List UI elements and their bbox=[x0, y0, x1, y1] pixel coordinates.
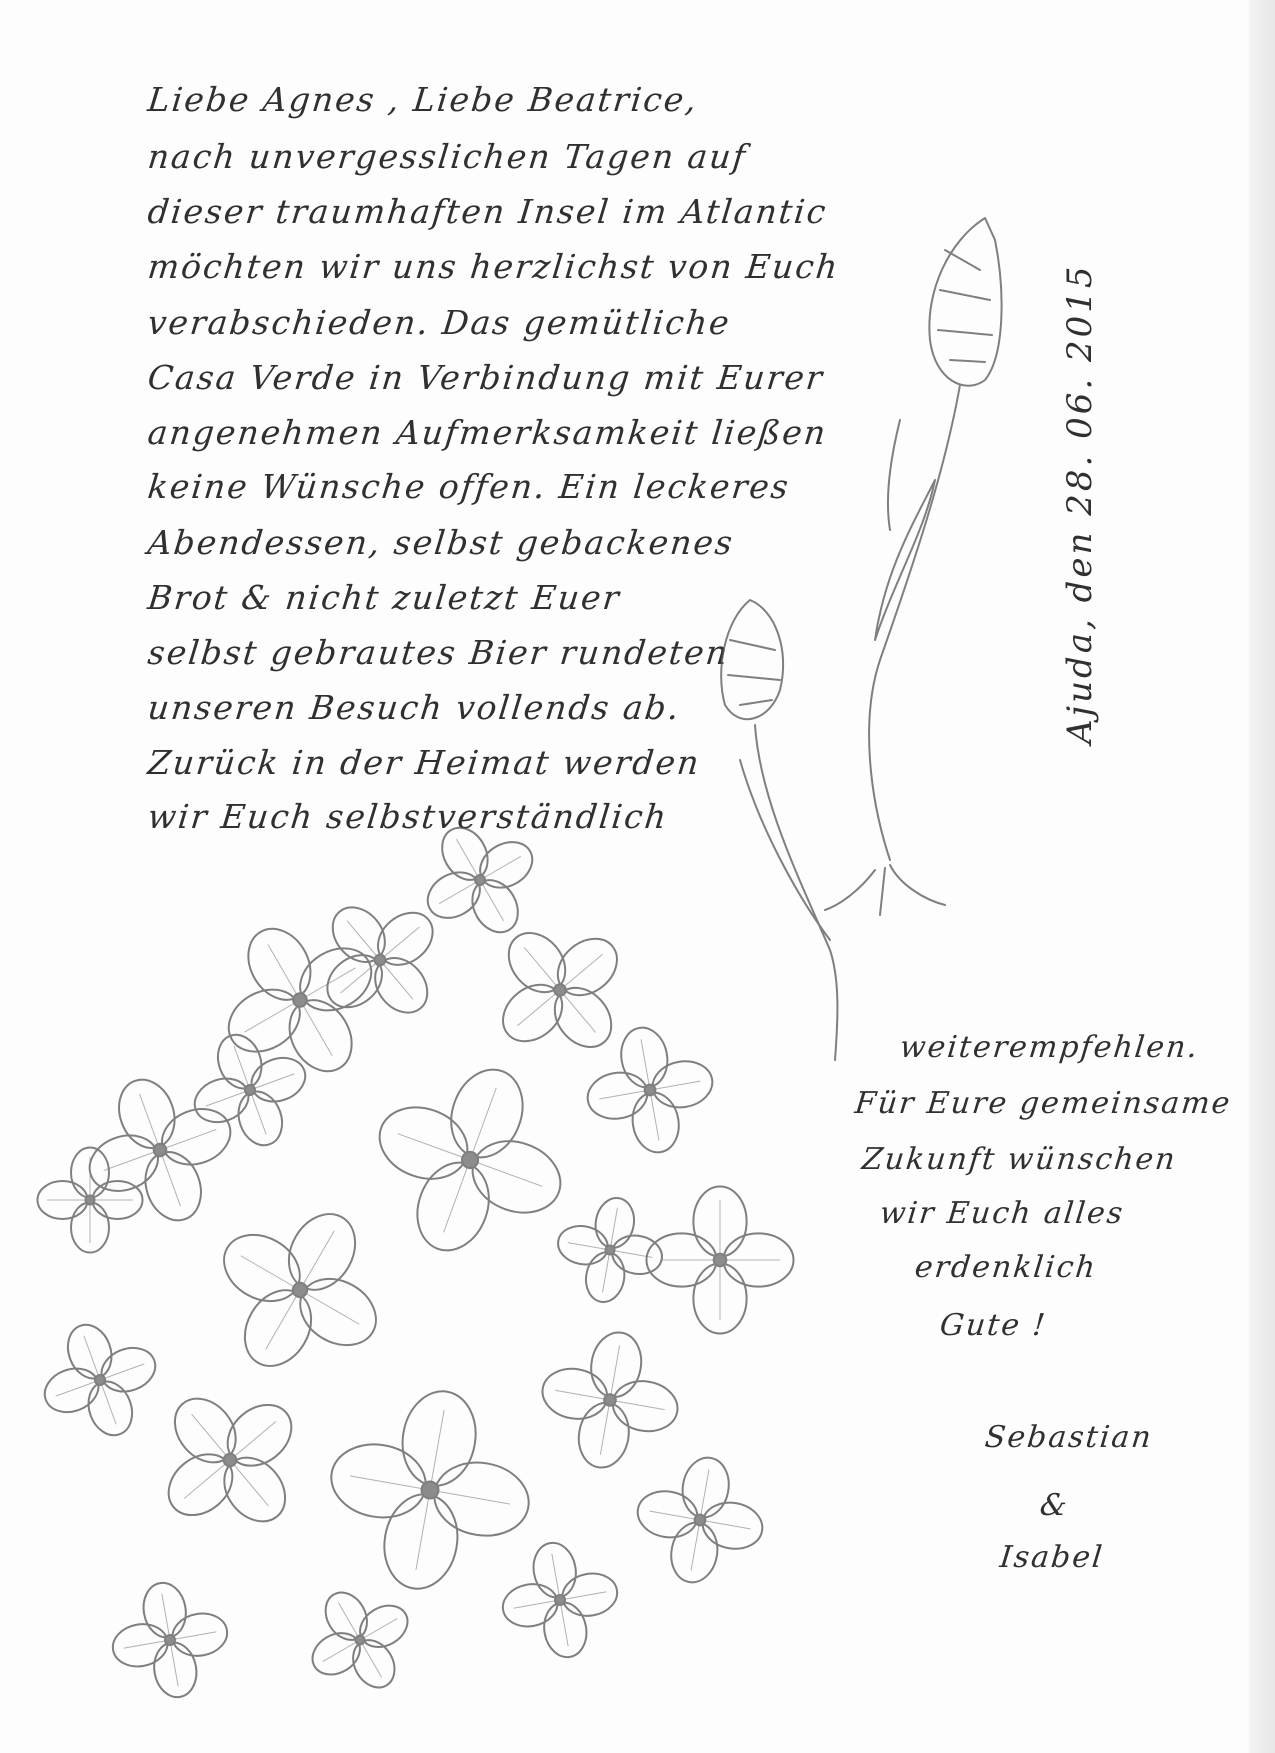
hydrangea-floret-icon bbox=[317, 897, 443, 1023]
hydrangea-floret-icon bbox=[499, 1539, 620, 1660]
hydrangea-floret-icon bbox=[212, 1202, 388, 1378]
hydrangea-floret-icon bbox=[584, 1024, 716, 1156]
letter-line: selbst gebrautes Bier rundeten bbox=[145, 633, 732, 672]
signature-ampersand: & bbox=[1038, 1488, 1071, 1523]
hydrangea-floret-icon bbox=[218, 918, 383, 1083]
hydrangea-floret-icon bbox=[109, 1579, 230, 1700]
signature-name: Isabel bbox=[998, 1540, 1106, 1575]
letter-line: keine Wünsche offen. Ein leckeres bbox=[145, 467, 792, 506]
letter-line: angenehmen Aufmerksamkeit ließen bbox=[145, 413, 830, 452]
continuation-line: erdenklich bbox=[913, 1250, 1099, 1285]
letter-line: Liebe Agnes , Liebe Beatrice, bbox=[145, 80, 701, 119]
hydrangea-floret-icon bbox=[39, 1319, 162, 1442]
continuation-line: Zukunft wünschen bbox=[860, 1142, 1179, 1177]
letter-line: Abendessen, selbst gebackenes bbox=[145, 523, 737, 562]
continuation-line: weiterempfehlen. bbox=[898, 1030, 1201, 1065]
hydrangea-floret-icon bbox=[539, 1329, 682, 1472]
hydrangea-floret-icon bbox=[305, 1585, 415, 1695]
hydrangea-floret-icon bbox=[38, 1148, 143, 1253]
continuation-line: wir Euch alles bbox=[878, 1196, 1127, 1231]
letter-line: Brot & nicht zuletzt Euer bbox=[145, 578, 623, 617]
continuation-line: Für Eure gemeinsame bbox=[853, 1086, 1234, 1121]
hydrangea-floret-icon bbox=[370, 1060, 571, 1261]
hydrangea-floret-icon bbox=[647, 1187, 794, 1334]
hydrangea-floret-icon bbox=[157, 1387, 304, 1534]
hydrangea-floret-icon bbox=[420, 820, 541, 941]
letter-line: dieser traumhaften Insel im Atlantic bbox=[145, 192, 830, 231]
hydrangea-flower-icon bbox=[38, 820, 794, 1701]
letter-line: wir Euch selbstverständlich bbox=[145, 797, 671, 836]
signature-name: Sebastian bbox=[983, 1420, 1155, 1455]
hydrangea-floret-icon bbox=[325, 1385, 534, 1594]
hydrangea-floret-icon bbox=[492, 922, 628, 1058]
hydrangea-floret-icon bbox=[634, 1454, 766, 1586]
letter-date: Ajuda, den 28. 06. 2015 bbox=[1060, 263, 1100, 744]
letter-line: Casa Verde in Verbindung mit Eurer bbox=[145, 358, 826, 397]
hydrangea-floret-icon bbox=[82, 1072, 238, 1228]
letter-line: verabschieden. Das gemütliche bbox=[145, 303, 733, 342]
letter-line: möchten wir uns herzlichst von Euch bbox=[145, 247, 842, 286]
continuation-line: Gute ! bbox=[938, 1308, 1049, 1343]
letter-line: nach unvergesslichen Tagen auf bbox=[145, 137, 749, 176]
grass-stalk-small-icon bbox=[721, 600, 837, 1060]
grass-stalk-icon bbox=[825, 218, 1002, 915]
letter-line: unseren Besuch vollends ab. bbox=[145, 688, 683, 727]
letter-line: Zurück in der Heimat werden bbox=[145, 743, 703, 782]
